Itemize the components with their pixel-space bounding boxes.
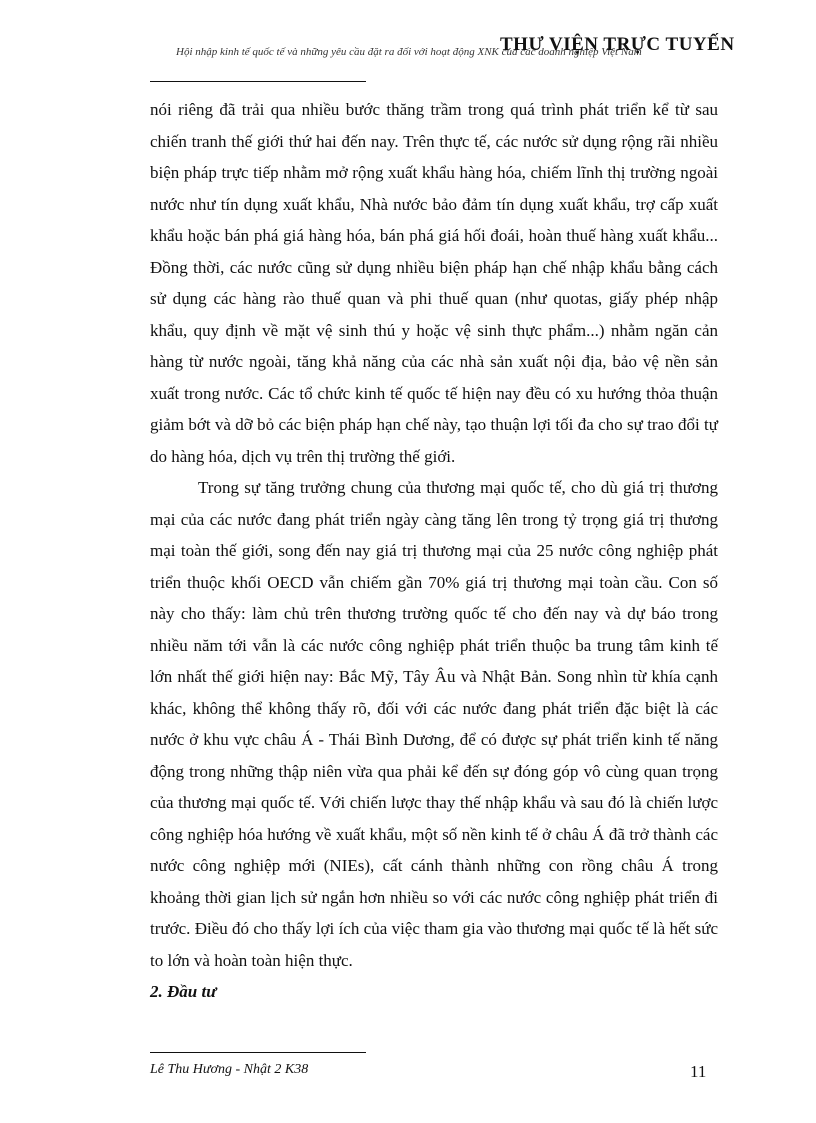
paragraph-2: Trong sự tăng trưởng chung của thương mại quốc tế, cho dù giá trị thương mại của các nước đang phát triển ngày càng tăng lên trong tỷ trọng giá trị thương mại toàn thế giới, song đến nay giá trị thương mại của 25 nước công nghiệp phát triển thuộc khối OECD vẫn chiếm gần 70% giá trị thương mại toàn cầu. Con số này cho thấy: làm chủ trên thương trường quốc tế cho đến nay và dự báo trong nhiều năm tới vẫn là các nước công nghiệp phát triển thuộc ba trung tâm kinh tế lớn nhất thế giới hiện nay: Bắc Mỹ, Tây Âu và Nhật Bản. Song nhìn từ khía cạnh khác, không thể không thấy rõ, đối với các nước đang phát triển đặc biệt là các nước ở khu vực châu Á - Thái Bình Dương, để có được sự phát triển kinh tế năng động trong những thập niên vừa qua phải kể đến sự đóng góp vô cùng quan trọng của thương mại quốc tế. Với chiến lược thay thế nhập khẩu và sau đó là chiến lược công nghiệp hóa hướng về xuất khẩu, một số nền kinh tế ở châu Á đã trở thành các nước công nghiệp mới (NIEs), cất cánh thành những con rồng châu Á trong khoảng thời gian lịch sử ngắn hơn nhiều so với các nước công nghiệp phát triển đi trước. Điều đó cho thấy lợi ích của việc tham gia vào thương mại quốc tế là hết sức to lớn và hoàn toàn hiện thực. (150, 478, 718, 970)
running-header: Hội nhập kinh tế quốc tế và những yêu cầu đặt ra đối với hoạt động XNK của các doanh nghiệp Việt Nam (176, 46, 642, 58)
library-watermark: THƯ VIỆN TRỰC TUYẾN (500, 34, 735, 55)
page-number: 11 (690, 1062, 707, 1081)
section-heading: 2. Đầu tư (150, 982, 217, 1001)
footer-author: Lê Thu Hương - Nhật 2 K38 (150, 1062, 309, 1077)
footer-divider (150, 1052, 366, 1053)
document-body (150, 94, 718, 1008)
paragraph-1: nói riêng đã trải qua nhiều bước thăng trầm trong quá trình phát triển kể từ sau chiến tranh thế giới thứ hai đến nay. Trên thực tế, các nước sử dụng rộng rãi nhiều biện pháp trực tiếp nhằm mở rộng xuất khẩu hàng hóa, chiếm lĩnh thị trường ngoài nước như tín dụng xuất khẩu, Nhà nước bảo đảm tín dụng xuất khẩu, trợ cấp xuất khẩu hoặc bán phá giá hàng hóa, bán phá giá hối đoái, hoàn thuế hàng xuất khẩu... Đồng thời, các nước cũng sử dụng nhiều biện pháp hạn chế nhập khẩu bằng cách sử dụng các hàng rào thuế quan và phi thuế quan (như quotas, giấy phép nhập khẩu, quy định về mặt vệ sinh thú y hoặc vệ sinh thực phẩm...) nhằm ngăn cản hàng từ nước ngoài, tăng khả năng của các nhà sản xuất nội địa, bảo vệ nền sản xuất trong nước. Các tổ chức kinh tế quốc tế hiện nay đều có xu hướng thỏa thuận giảm bớt và dỡ bỏ các biện pháp hạn chế này, tạo thuận lợi tối đa cho sự trao đổi tự do hàng hóa, dịch vụ trên thị trường thế giới. (150, 100, 718, 466)
header-divider (150, 81, 366, 82)
